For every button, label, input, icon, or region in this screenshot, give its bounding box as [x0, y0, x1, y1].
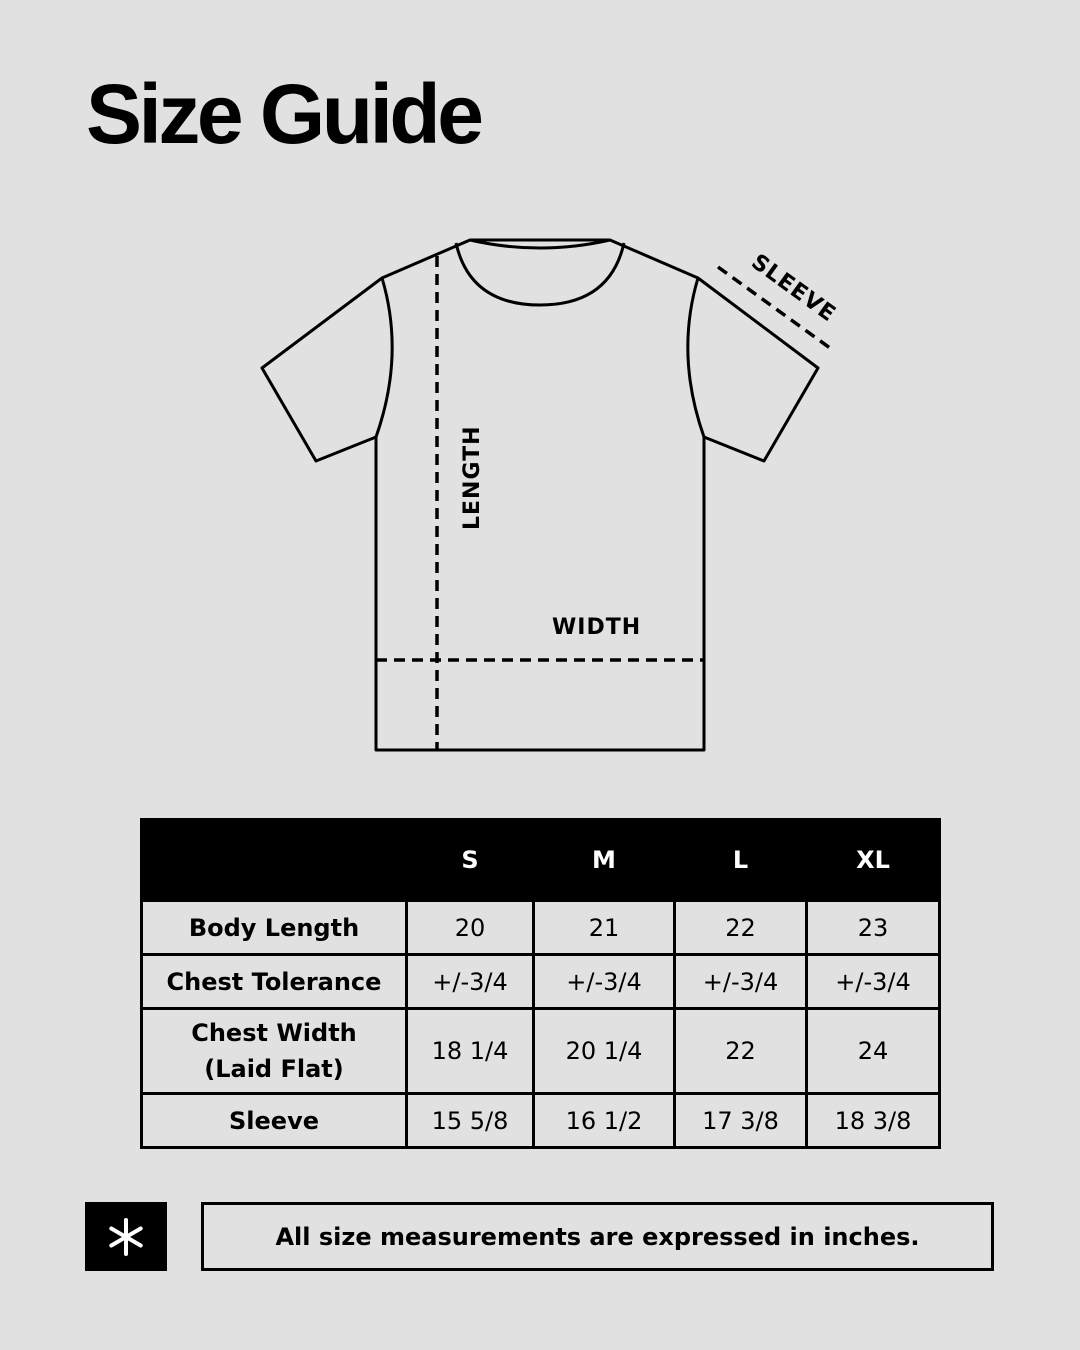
table-cell: 22 — [675, 1009, 807, 1094]
header-size-m: M — [534, 820, 675, 901]
table-row — [142, 1094, 940, 1148]
table-cell: 20 — [407, 901, 534, 955]
table-header-row — [142, 820, 940, 901]
table-cell: +/-3/4 — [407, 955, 534, 1009]
tshirt-outline — [262, 240, 818, 750]
table-cell: 17 3/8 — [675, 1094, 807, 1148]
row-label: Chest Width (Laid Flat) — [142, 1009, 407, 1094]
tshirt-left-seam — [376, 278, 392, 437]
width-label: WIDTH — [552, 615, 642, 640]
table-cell: 20 1/4 — [534, 1009, 675, 1094]
table-cell: 18 1/4 — [407, 1009, 534, 1094]
table-cell: +/-3/4 — [807, 955, 940, 1009]
table-row — [142, 901, 940, 955]
header-size-xl: XL — [807, 820, 940, 901]
table-cell: 16 1/2 — [534, 1094, 675, 1148]
units-note-text: All size measurements are expressed in inches. — [275, 1222, 920, 1251]
page-title: Size Guide — [86, 67, 481, 161]
table-cell: 21 — [534, 901, 675, 955]
row-label: Body Length — [142, 901, 407, 955]
table-cell: +/-3/4 — [534, 955, 675, 1009]
sleeve-label: SLEEVE — [746, 249, 841, 328]
asterisk-icon-glyph — [106, 1217, 146, 1257]
row-label: Chest Tolerance — [142, 955, 407, 1009]
tshirt-right-seam — [688, 278, 704, 437]
header-size-s: S — [407, 820, 534, 901]
table-cell: +/-3/4 — [675, 955, 807, 1009]
table-cell: 18 3/8 — [807, 1094, 940, 1148]
header-size-l: L — [675, 820, 807, 901]
table-row — [142, 1009, 940, 1094]
table-cell: 22 — [675, 901, 807, 955]
size-chart-table — [140, 818, 941, 1149]
length-label: LENGTH — [460, 425, 485, 530]
table-cell: 15 5/8 — [407, 1094, 534, 1148]
table-row — [142, 955, 940, 1009]
header-empty — [142, 820, 407, 901]
table-cell: 23 — [807, 901, 940, 955]
row-label: Sleeve — [142, 1094, 407, 1148]
asterisk-icon — [85, 1202, 167, 1271]
table-cell: 24 — [807, 1009, 940, 1094]
tshirt-collar-outer — [456, 243, 624, 305]
units-note — [201, 1202, 994, 1271]
